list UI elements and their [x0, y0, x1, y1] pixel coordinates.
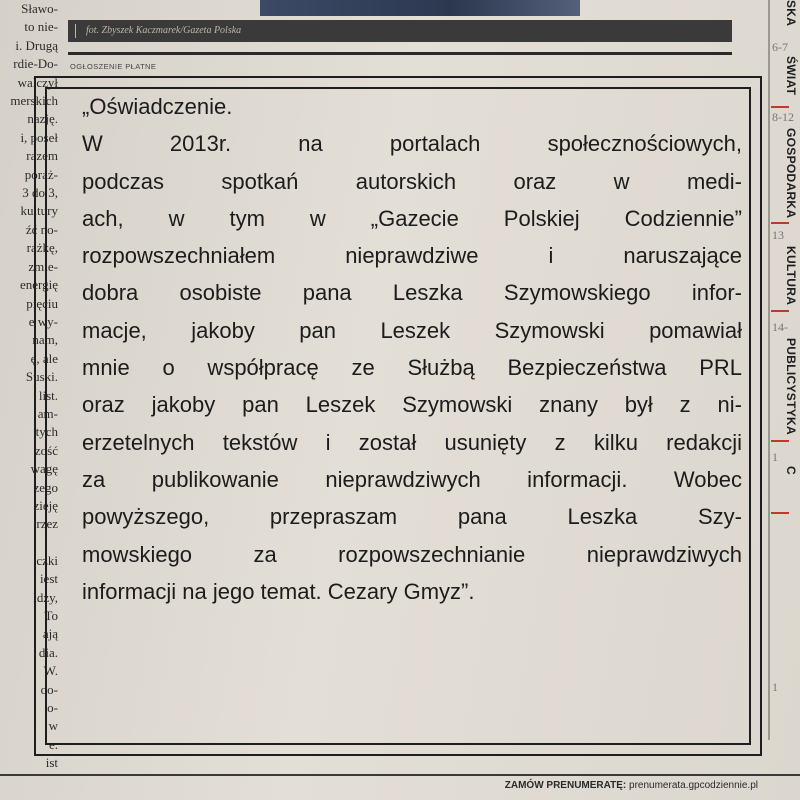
left-column-line: rażkę,: [26, 240, 58, 256]
left-column-line: zmie-: [28, 258, 58, 274]
announcement-line: za publikowanie nieprawdziwych informacji. Wobec: [82, 466, 742, 492]
left-column-line: czki: [36, 552, 58, 568]
page-edge-rule: [768, 0, 770, 740]
section-page-next: 1: [772, 450, 778, 464]
announcement-line: oraz jakoby pan Leszek Szymowski znany był z ni-: [82, 392, 742, 418]
left-column-line: zego: [33, 479, 58, 495]
section-page-14: 14-: [772, 320, 788, 334]
announcement-line: macje, jakoby pan Leszek Szymowski pomawiał: [82, 317, 742, 343]
announcement-text: [82, 88, 742, 610]
section-page-6-7: 6-7: [772, 40, 788, 54]
left-column-line: am-: [37, 405, 58, 421]
section-accent-rule: [771, 222, 789, 224]
announcement-line: mowskiego za rozpowszechnianie nieprawdziwych: [82, 541, 742, 567]
subscription-label: ZAMÓW PRENUMERATĘ:: [504, 780, 627, 791]
left-column-line: e.: [48, 736, 58, 752]
announcement-line: mnie o współpracę ze Służbą Bezpieczeństwa PRL: [82, 355, 742, 381]
left-column-line: 3 do 3,: [22, 185, 58, 201]
announcement-line: W 2013r. na portalach społecznościowych,: [82, 131, 742, 157]
section-label-publicystyka[interactable]: PUBLICYSTYKA: [784, 338, 798, 435]
left-column-line: w: [48, 718, 58, 734]
left-column-line: i. Drugą: [15, 37, 58, 53]
announcement-line: dobra osobiste pana Leszka Szymowskiego infor-: [82, 280, 742, 306]
left-column-line: nazję.: [27, 111, 58, 127]
section-label-next[interactable]: C: [784, 466, 798, 475]
left-column-line: nam,: [32, 332, 58, 348]
photo-edge: [260, 0, 580, 16]
left-column-line: zieję: [33, 497, 58, 513]
left-column-line: dia.: [38, 644, 58, 660]
left-column-line: e wy-: [28, 313, 58, 329]
stray-page-digit: 1: [772, 680, 778, 694]
left-column-line: ają: [42, 626, 58, 642]
left-column-line: To: [44, 608, 58, 623]
section-accent-rule: [771, 512, 789, 514]
announcement-line: ach, w tym w „Gazecie Polskiej Codziennie”: [82, 205, 742, 231]
section-page-8-12: 8-12: [772, 110, 794, 124]
left-column-line: walczył: [17, 74, 58, 90]
section-accent-rule: [771, 106, 789, 108]
left-column-line: Suski.: [25, 369, 58, 385]
left-column-line: zość: [34, 442, 58, 458]
left-column-line: ist: [45, 755, 58, 771]
left-column-line: merskich: [10, 93, 58, 109]
left-column-line: pięciu: [26, 295, 58, 311]
paid-ad-label: OGŁOSZENIE PŁATNE: [70, 62, 157, 71]
left-column-line: iest: [39, 571, 58, 587]
announcement-line: „Oświadczenie.: [82, 94, 233, 119]
subscription-footer: [505, 780, 758, 791]
photo-caption: fot. Zbyszek Kaczmarek/Gazeta Polska: [68, 20, 732, 42]
left-column-line: rzez: [36, 516, 58, 532]
left-column-line: Sławo-: [21, 1, 58, 16]
left-column-line: to nie-: [24, 19, 58, 35]
subscription-url[interactable]: prenumerata.gpcodziennie.pl: [629, 780, 758, 791]
left-column-line: i, poseł: [20, 129, 58, 145]
left-column-line: tych: [35, 424, 58, 440]
announcement-line: podczas spotkań autorskich oraz w medi-: [82, 168, 742, 194]
section-label-gospodarka[interactable]: GOSPODARKA: [784, 128, 798, 219]
section-label-kultura[interactable]: KULTURA: [784, 246, 798, 306]
section-accent-rule: [771, 440, 789, 442]
left-column-line: list.: [38, 387, 58, 403]
left-column-line: kultury: [20, 203, 58, 219]
section-accent-rule: [771, 310, 789, 312]
left-column-line: rdie-Do-: [13, 56, 58, 72]
left-column-line: o-: [47, 700, 58, 716]
section-label-swiat[interactable]: ŚWIAT: [784, 56, 798, 96]
section-page-13: 13: [772, 228, 784, 242]
section-index: [758, 0, 800, 740]
left-column-line: wagę: [30, 461, 58, 477]
left-column-line: energię: [19, 277, 58, 293]
footer-rule: [0, 774, 800, 776]
left-column-line: oo-: [40, 681, 58, 697]
left-column-line: W.: [43, 663, 58, 679]
section-rule: [68, 52, 732, 55]
left-column-line: poraż-: [24, 166, 58, 182]
announcement-line: informacji na jego temat. Cezary Gmyz”.: [82, 578, 475, 604]
section-label-ska[interactable]: SKA: [784, 0, 798, 27]
left-column-line: ę, ale: [30, 350, 58, 366]
announcement-line: powyższego, przepraszam pana Leszka Szy-: [82, 504, 742, 530]
announcement-line: rozpowszechniałem nieprawdziwe i naruszające: [82, 243, 742, 269]
announcement-line: erzetelnych tekstów i został usunięty z kilku redakcji: [82, 429, 742, 455]
left-column-line: źć no-: [25, 221, 58, 237]
left-column-line: ldzy,: [33, 589, 58, 605]
left-column-line: razem: [26, 148, 58, 164]
